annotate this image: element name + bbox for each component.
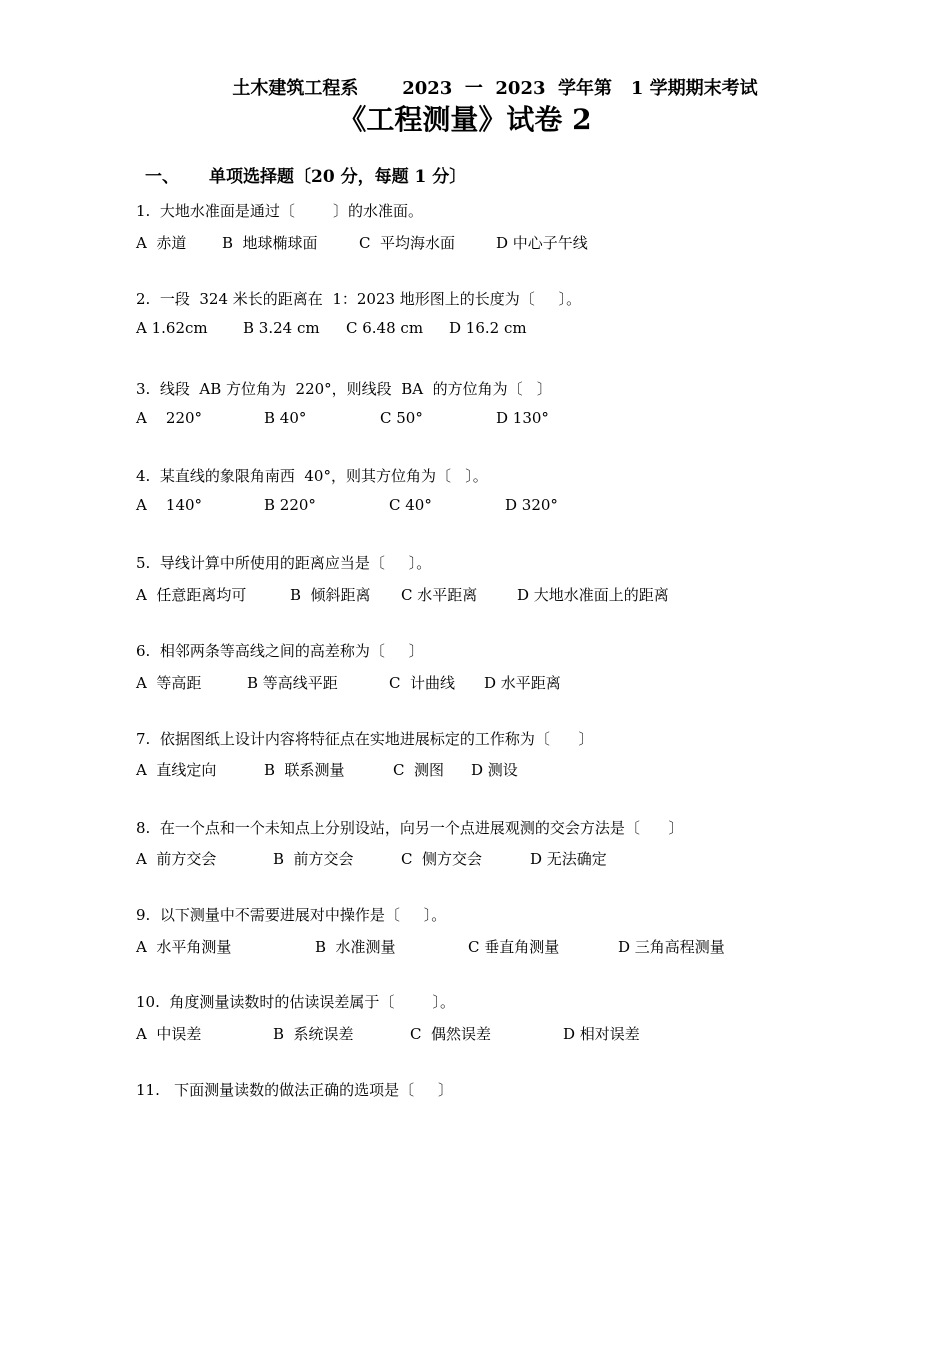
question-4-options: [136, 496, 558, 514]
question-1-options: [136, 232, 588, 253]
option-c: C 6.48 cm: [346, 319, 424, 337]
option-c: C 50°: [380, 409, 423, 427]
question-2-options: [136, 319, 527, 337]
option-a: A 1.62cm: [136, 319, 208, 337]
exam-title: 《工程测量》试卷 2: [338, 103, 592, 136]
option-b: B 联系测量: [264, 761, 345, 779]
option-c: C 垂直角测量: [468, 938, 560, 956]
question-6: 6. 相邻两条等高线之间的高差称为〔 〕: [136, 642, 424, 660]
option-c: C 平均海水面: [359, 234, 456, 252]
option-d: D 三角高程测量: [618, 938, 725, 956]
option-b: B 地球椭球面: [222, 234, 318, 252]
exam-header-line: 土木建筑工程系 2023 一 2023 学年第 1 学期期末考试: [232, 78, 758, 99]
question-7: 7. 依据图纸上设计内容将特征点在实地进展标定的工作称为〔 〕: [136, 730, 594, 748]
option-a: A 中误差: [136, 1025, 202, 1043]
option-d: D 测设: [471, 761, 518, 779]
question-2: 2. 一段 324 米长的距离在 1：2023 地形图上的长度为〔 〕。: [136, 290, 582, 308]
option-b: B 系统误差: [273, 1025, 354, 1043]
option-b: B 倾斜距离: [290, 586, 371, 604]
option-b: B 等高线平距: [247, 674, 338, 692]
section-number: 一、: [145, 167, 179, 187]
option-d: D 相对误差: [563, 1025, 640, 1043]
option-a: A 直线定向: [136, 761, 217, 779]
option-b: B 3.24 cm: [243, 319, 320, 337]
option-c: C 侧方交会: [401, 850, 483, 868]
question-6-options: [136, 672, 561, 693]
question-4: 4. 某直线的象限角南西 40°，则其方位角为〔 〕。: [136, 467, 488, 485]
option-d: D 中心子午线: [496, 234, 588, 252]
option-c: C 40°: [389, 496, 432, 514]
question-9-options: [136, 936, 725, 957]
option-b: B 前方交会: [273, 850, 354, 868]
option-d: D 320°: [505, 496, 558, 514]
option-b: B 220°: [264, 496, 316, 514]
option-d: D 大地水准面上的距离: [517, 586, 669, 604]
option-a: A 赤道: [136, 234, 187, 252]
option-b: B 水准测量: [315, 938, 396, 956]
question-3-options: [136, 409, 549, 427]
option-d: D 16.2 cm: [449, 319, 527, 337]
option-a: A 220°: [136, 409, 203, 427]
section-title: 单项选择题〔20 分，每题 1 分〕: [209, 167, 467, 187]
question-10-options: [136, 1023, 640, 1044]
option-a: A 水平角测量: [136, 938, 232, 956]
option-c: C 计曲线: [389, 674, 456, 692]
option-d: D 水平距离: [484, 674, 561, 692]
question-5-options: [136, 584, 669, 605]
question-1: 1. 大地水准面是通过〔 〕的水准面。: [136, 202, 423, 220]
option-c: C 偶然误差: [410, 1025, 492, 1043]
option-d: D 无法确定: [530, 850, 607, 868]
option-a: A 任意距离均可: [136, 586, 247, 604]
question-9: 9. 以下测量中不需要进展对中操作是〔 〕。: [136, 906, 447, 924]
option-d: D 130°: [496, 409, 549, 427]
question-11: 11. 下面测量读数的做法正确的选项是〔 〕: [136, 1081, 454, 1099]
question-10: 10. 角度测量读数时的估读误差属于〔 〕。: [136, 993, 456, 1011]
option-c: C 测图: [393, 761, 445, 779]
option-a: A 140°: [136, 496, 203, 514]
question-8: 8. 在一个点和一个未知点上分别设站，向另一个点进展观测的交会方法是〔 〕: [136, 819, 684, 837]
question-3: 3. 线段 AB 方位角为 220°，则线段 BA 的方位角为〔 〕: [136, 380, 552, 398]
option-c: C 水平距离: [401, 586, 478, 604]
option-a: A 等高距: [136, 674, 202, 692]
option-a: A 前方交会: [136, 850, 217, 868]
question-5: 5. 导线计算中所使用的距离应当是〔 〕。: [136, 554, 432, 572]
section-heading: [145, 162, 466, 187]
question-8-options: [136, 848, 607, 869]
question-7-options: [136, 759, 518, 780]
option-b: B 40°: [264, 409, 307, 427]
